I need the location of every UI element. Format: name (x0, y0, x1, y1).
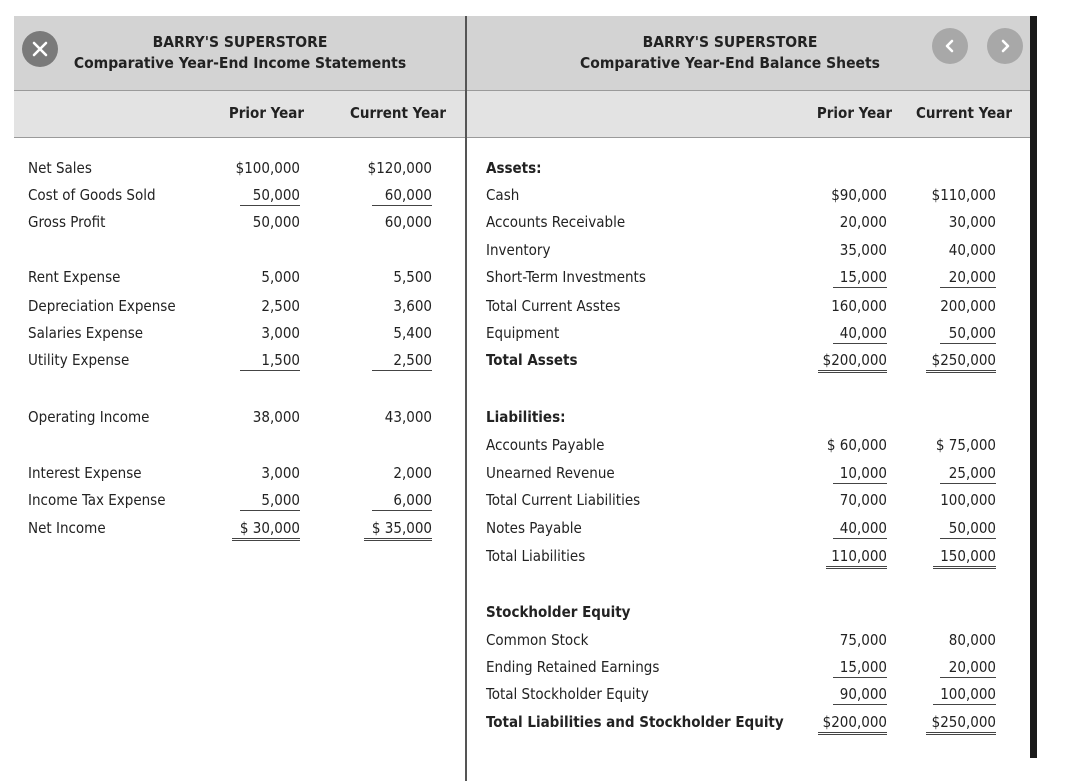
balance-sheet-title: Comparative Year-End Balance Sheets (580, 54, 880, 72)
income-row-prior: $100,000 (235, 159, 300, 177)
balance-row-label: Ending Retained Earnings (486, 658, 660, 676)
balance-row-prior: 90,000 (833, 684, 887, 705)
income-row-label: Net Sales (28, 159, 92, 177)
income-row-current: 60,000 (372, 185, 432, 206)
income-row-label: Operating Income (28, 408, 150, 426)
income-row-current: 3,600 (393, 297, 432, 315)
balance-row-label: Inventory (486, 241, 551, 259)
balance-row-prior: 15,000 (833, 267, 887, 288)
panel-divider (465, 16, 467, 781)
balance-row-label: Notes Payable (486, 519, 582, 537)
balance-row-label: Accounts Payable (486, 436, 605, 454)
balance-row-current: 25,000 (940, 463, 996, 484)
balance-row-label: Total Stockholder Equity (486, 685, 649, 703)
income-row-current: 2,500 (372, 350, 432, 371)
income-row-current: 43,000 (384, 408, 432, 426)
balance-row-current: 50,000 (940, 518, 996, 539)
balance-row-label: Total Liabilities and Stockholder Equity (486, 713, 784, 731)
income-statement-title: Comparative Year-End Income Statements (73, 54, 407, 72)
previous-button[interactable] (932, 28, 968, 64)
income-row-label: Cost of Goods Sold (28, 186, 156, 204)
income-row-prior: 38,000 (252, 408, 300, 426)
income-col-prior: Prior Year (228, 104, 304, 122)
income-row-prior: 1,500 (240, 350, 300, 371)
income-company-title: BARRY'S SUPERSTORE (152, 33, 328, 51)
balance-row-current: 20,000 (940, 267, 996, 288)
income-row-label: Rent Expense (28, 268, 121, 286)
balance-row-current: $250,000 (926, 350, 996, 373)
income-row-prior: 5,000 (261, 268, 300, 286)
chevron-left-icon (942, 38, 958, 54)
income-row-prior: 5,000 (240, 490, 300, 511)
balance-row-prior: 20,000 (839, 213, 887, 231)
income-row-current: 6,000 (372, 490, 432, 511)
balance-section-heading: Assets: (486, 159, 542, 177)
right-edge (1030, 16, 1037, 758)
income-row-label: Salaries Expense (28, 324, 144, 342)
chevron-right-icon (997, 38, 1013, 54)
balance-row-label: Cash (486, 186, 520, 204)
balance-row-current: 20,000 (940, 657, 996, 678)
balance-row-prior: 35,000 (839, 241, 887, 259)
balance-company-title: BARRY'S SUPERSTORE (642, 33, 818, 51)
balance-row-prior: 40,000 (833, 518, 887, 539)
balance-row-label: Unearned Revenue (486, 464, 615, 482)
income-row-current: 5,400 (393, 324, 432, 342)
income-row-current: $120,000 (367, 159, 432, 177)
income-row-prior: 3,000 (261, 464, 300, 482)
balance-row-current: 150,000 (933, 546, 996, 569)
income-col-current: Current Year (349, 104, 446, 122)
income-row-label: Depreciation Expense (28, 297, 176, 315)
balance-row-prior: $90,000 (831, 186, 887, 204)
income-row-label: Income Tax Expense (28, 491, 166, 509)
balance-row-prior: 40,000 (833, 323, 887, 344)
income-row-label: Gross Profit (28, 213, 106, 231)
income-row-prior: 3,000 (261, 324, 300, 342)
balance-row-prior: $200,000 (818, 350, 887, 373)
balance-row-current: 30,000 (948, 213, 996, 231)
income-row-current: $ 35,000 (364, 518, 432, 541)
balance-row-prior: 160,000 (831, 297, 887, 315)
balance-row-current: 100,000 (933, 684, 996, 705)
balance-section-heading: Stockholder Equity (486, 603, 631, 621)
balance-row-label: Short-Term Investments (486, 268, 646, 286)
balance-row-current: $110,000 (931, 186, 996, 204)
income-row-prior: 2,500 (261, 297, 300, 315)
balance-row-prior: 10,000 (833, 463, 887, 484)
balance-row-current: 40,000 (948, 241, 996, 259)
income-row-current: 2,000 (393, 464, 432, 482)
balance-row-label: Total Liabilities (486, 547, 586, 565)
balance-row-current: $ 75,000 (935, 436, 996, 454)
balance-row-current: 200,000 (940, 297, 996, 315)
income-row-prior: $ 30,000 (232, 518, 300, 541)
balance-row-label: Accounts Receivable (486, 213, 626, 231)
balance-row-prior: $ 60,000 (826, 436, 887, 454)
balance-row-prior: 110,000 (826, 546, 887, 569)
balance-row-current: 80,000 (948, 631, 996, 649)
income-row-label: Utility Expense (28, 351, 130, 369)
balance-row-current: 50,000 (940, 323, 996, 344)
next-button[interactable] (987, 28, 1023, 64)
balance-row-prior: 15,000 (833, 657, 887, 678)
balance-row-prior: 70,000 (839, 491, 887, 509)
income-row-prior: 50,000 (252, 213, 300, 231)
balance-row-label: Common Stock (486, 631, 589, 649)
balance-col-current: Current Year (915, 104, 1012, 122)
balance-row-label: Total Current Asstes (486, 297, 621, 315)
balance-row-current: 100,000 (940, 491, 996, 509)
balance-col-prior: Prior Year (816, 104, 892, 122)
income-row-current: 5,500 (393, 268, 432, 286)
income-row-label: Net Income (28, 519, 106, 537)
balance-row-prior: $200,000 (818, 712, 887, 735)
balance-row-label: Total Assets (486, 351, 578, 369)
balance-row-label: Equipment (486, 324, 560, 342)
balance-row-prior: 75,000 (839, 631, 887, 649)
income-row-prior: 50,000 (240, 185, 300, 206)
balance-row-current: $250,000 (926, 712, 996, 735)
balance-row-label: Total Current Liabilities (486, 491, 641, 509)
balance-section-heading: Liabilities: (486, 408, 566, 426)
income-row-label: Interest Expense (28, 464, 142, 482)
income-row-current: 60,000 (384, 213, 432, 231)
